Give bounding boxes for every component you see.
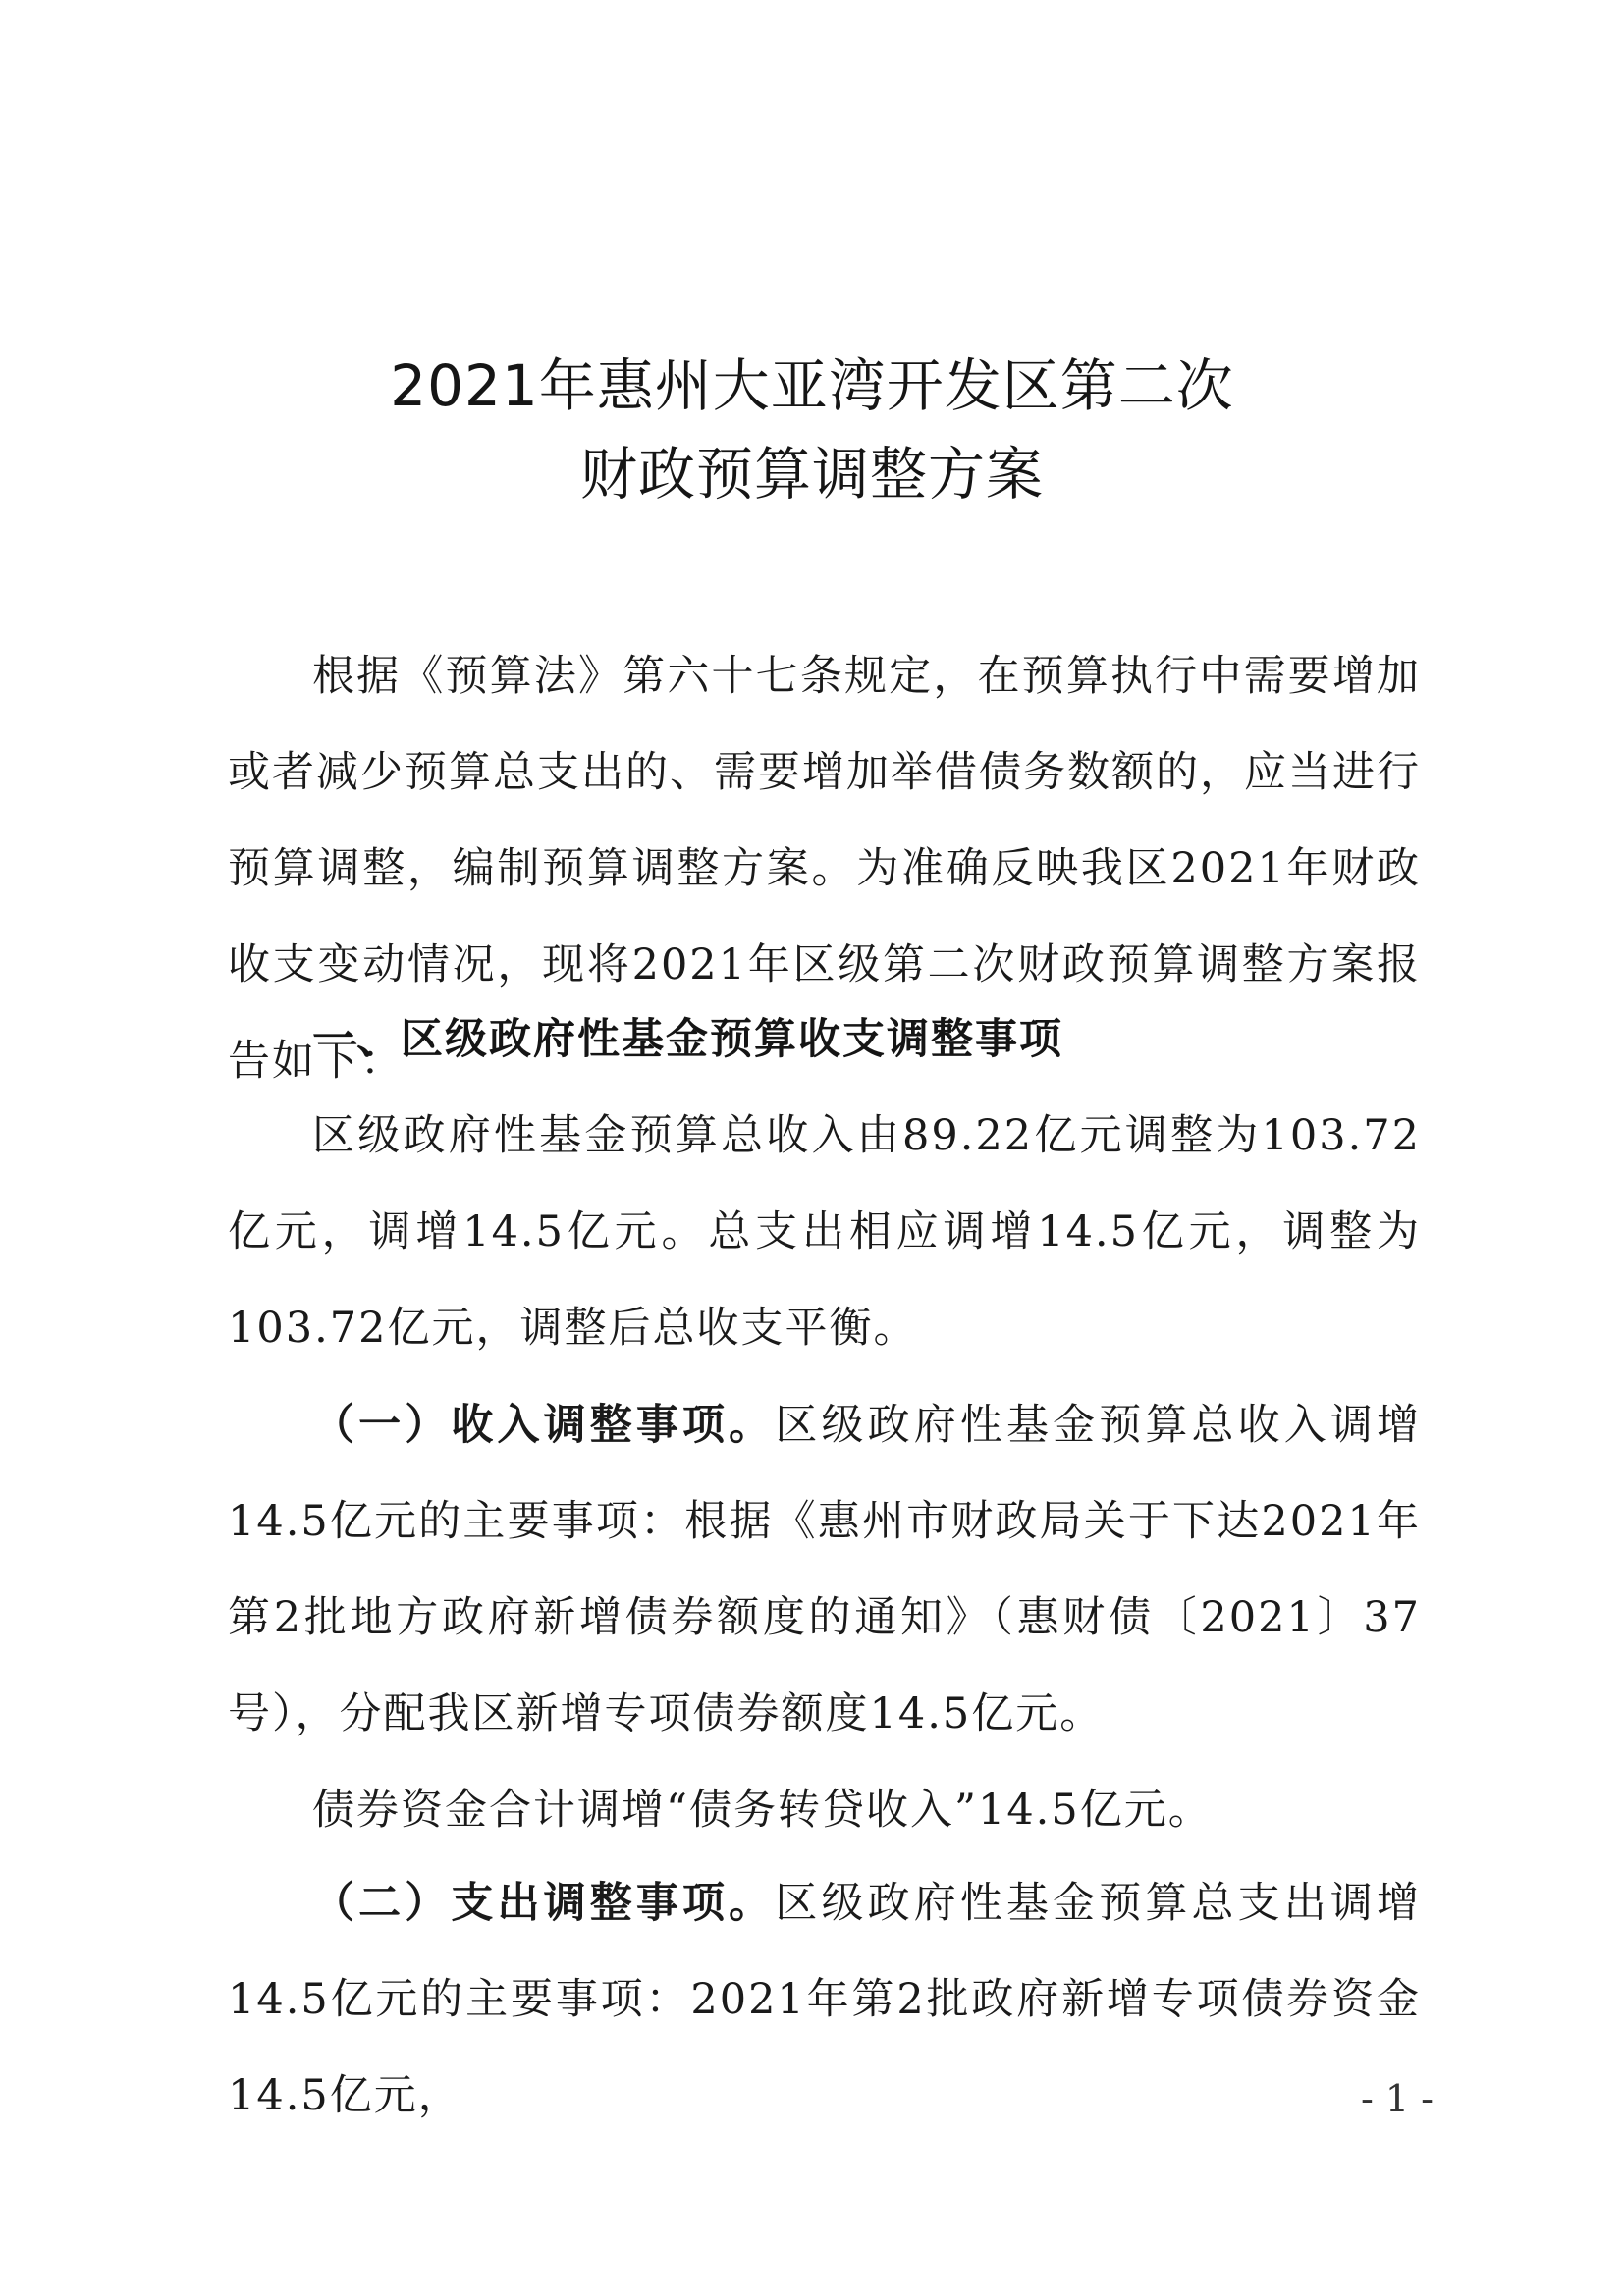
income-adjustment-text: 区级政府性基金预算总收入调增14.5亿元的主要事项：根据《惠州市财政局关于下达2021年第2批地方政府新增债券额度的通知》（惠财债〔2021〕37号），分配我区新增专项债券额度14.5亿元。 <box>228 1401 1422 1738</box>
intro-paragraph: 根据《预算法》第六十七条规定，在预算执行中需要增加或者减少预算总支出的、需要增加举借债务数额的，应当进行预算调整，编制预算调整方案。为准确反映我区2021年财政收支变动情况，现将2021年区级第二次财政预算调整方案报告如下： <box>228 652 1421 1086</box>
section-heading-fund-budget: 一、区级政府性基金预算收支调整事项 <box>312 1015 1063 1064</box>
document-title-line2: 财政预算调整方案 <box>579 441 1044 507</box>
expense-adjustment-label: （二）支出调整事项。 <box>312 1879 776 1928</box>
page-number: - 1 - <box>1360 2077 1434 2120</box>
section-summary-paragraph: 区级政府性基金预算总收入由89.22亿元调整为103.72亿元，调增14.5亿元。总支出相应调增14.5亿元，调整为103.72亿元，调整后总收支平衡。 <box>228 1111 1421 1353</box>
income-adjustment-paragraph <box>228 1377 1421 1762</box>
expense-adjustment-paragraph <box>228 1855 1421 2144</box>
income-adjustment-label: （一）收入调整事项。 <box>312 1401 776 1450</box>
document-title-line1: 2021年惠州大亚湾开发区第二次 <box>390 352 1234 419</box>
expense-adjustment-text: 区级政府性基金预算总支出调增14.5亿元的主要事项：2021年第2批政府新增专项债券资金14.5亿元， <box>228 1879 1422 2120</box>
bond-total-paragraph: 债券资金合计调增“债务转贷收入”14.5亿元。 <box>312 1786 1213 1835</box>
